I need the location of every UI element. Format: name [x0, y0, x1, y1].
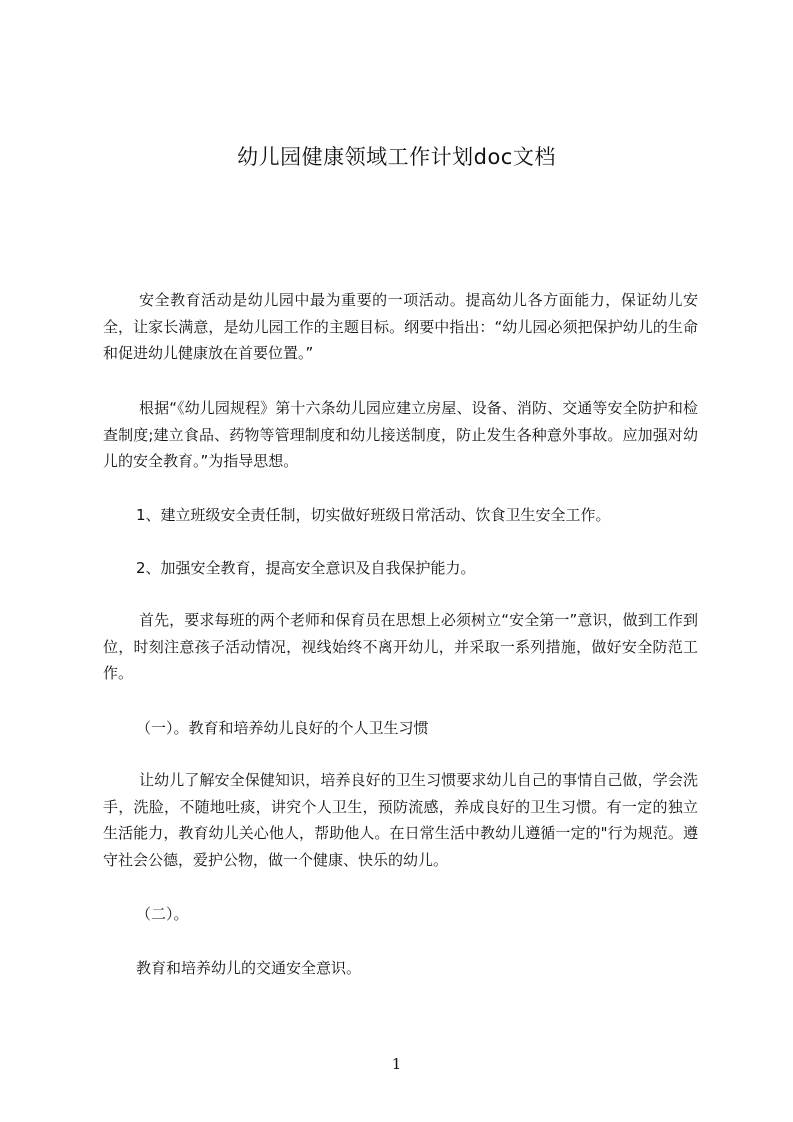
page-number: 1: [391, 1055, 402, 1073]
document-title: 幼儿园健康领域工作计划doc文档: [237, 145, 556, 169]
paragraph-safety-first: 首先，要求每班的两个老师和保育员在思想上必须树立“安全第一”意识，做到工作到位，时刻注意孩子活动情况，视线始终不离开幼儿，并采取一系列措施，做好安全防范工作。: [103, 611, 698, 682]
paragraph-hygiene-habits: 让幼儿了解安全保健知识，培养良好的卫生习惯要求幼儿自己的事情自己做，学会洗手，洗脸，不随地吐痰，讲究个人卫生，预防流感，养成良好的卫生习惯。有一定的独立生活能力，教育幼儿关心他人，帮助他人。在日常生活中教幼儿遵循一定的"行为规范。遵守社会公德，爱护公物，做一个健康、快乐的幼儿。: [103, 771, 698, 869]
paragraph-traffic-safety: 教育和培养幼儿的交通安全意识。: [136, 959, 362, 977]
paragraph-kindergarten-regulations: 根据“《幼儿园规程》第十六条幼儿园应建立房屋、设备、消防、交通等安全防护和检查制度;建立食品、药物等管理制度和幼儿接送制度，防止发生各种意外事故。应加强对幼儿的安全教育。”为指导思想。: [103, 399, 698, 470]
paragraph-safety-education-intro: 安全教育活动是幼儿园中最为重要的一项活动。提高幼儿各方面能力，保证幼儿安全，让家长满意，是幼儿园工作的主题目标。纲要中指出：“幼儿园必须把保护幼儿的生命和促进幼儿健康放在首要位置。”: [103, 291, 698, 362]
section-heading-hygiene-habits: （一）。教育和培养幼儿良好的个人卫生习惯: [136, 719, 429, 737]
paragraph-safety-responsibility: 1、建立班级安全责任制，切实做好班级日常活动、饮食卫生安全工作。: [136, 506, 611, 524]
section-heading-two: （二）。: [136, 905, 189, 923]
paragraph-safety-awareness: 2、加强安全教育，提高安全意识及自我保护能力。: [136, 559, 476, 577]
